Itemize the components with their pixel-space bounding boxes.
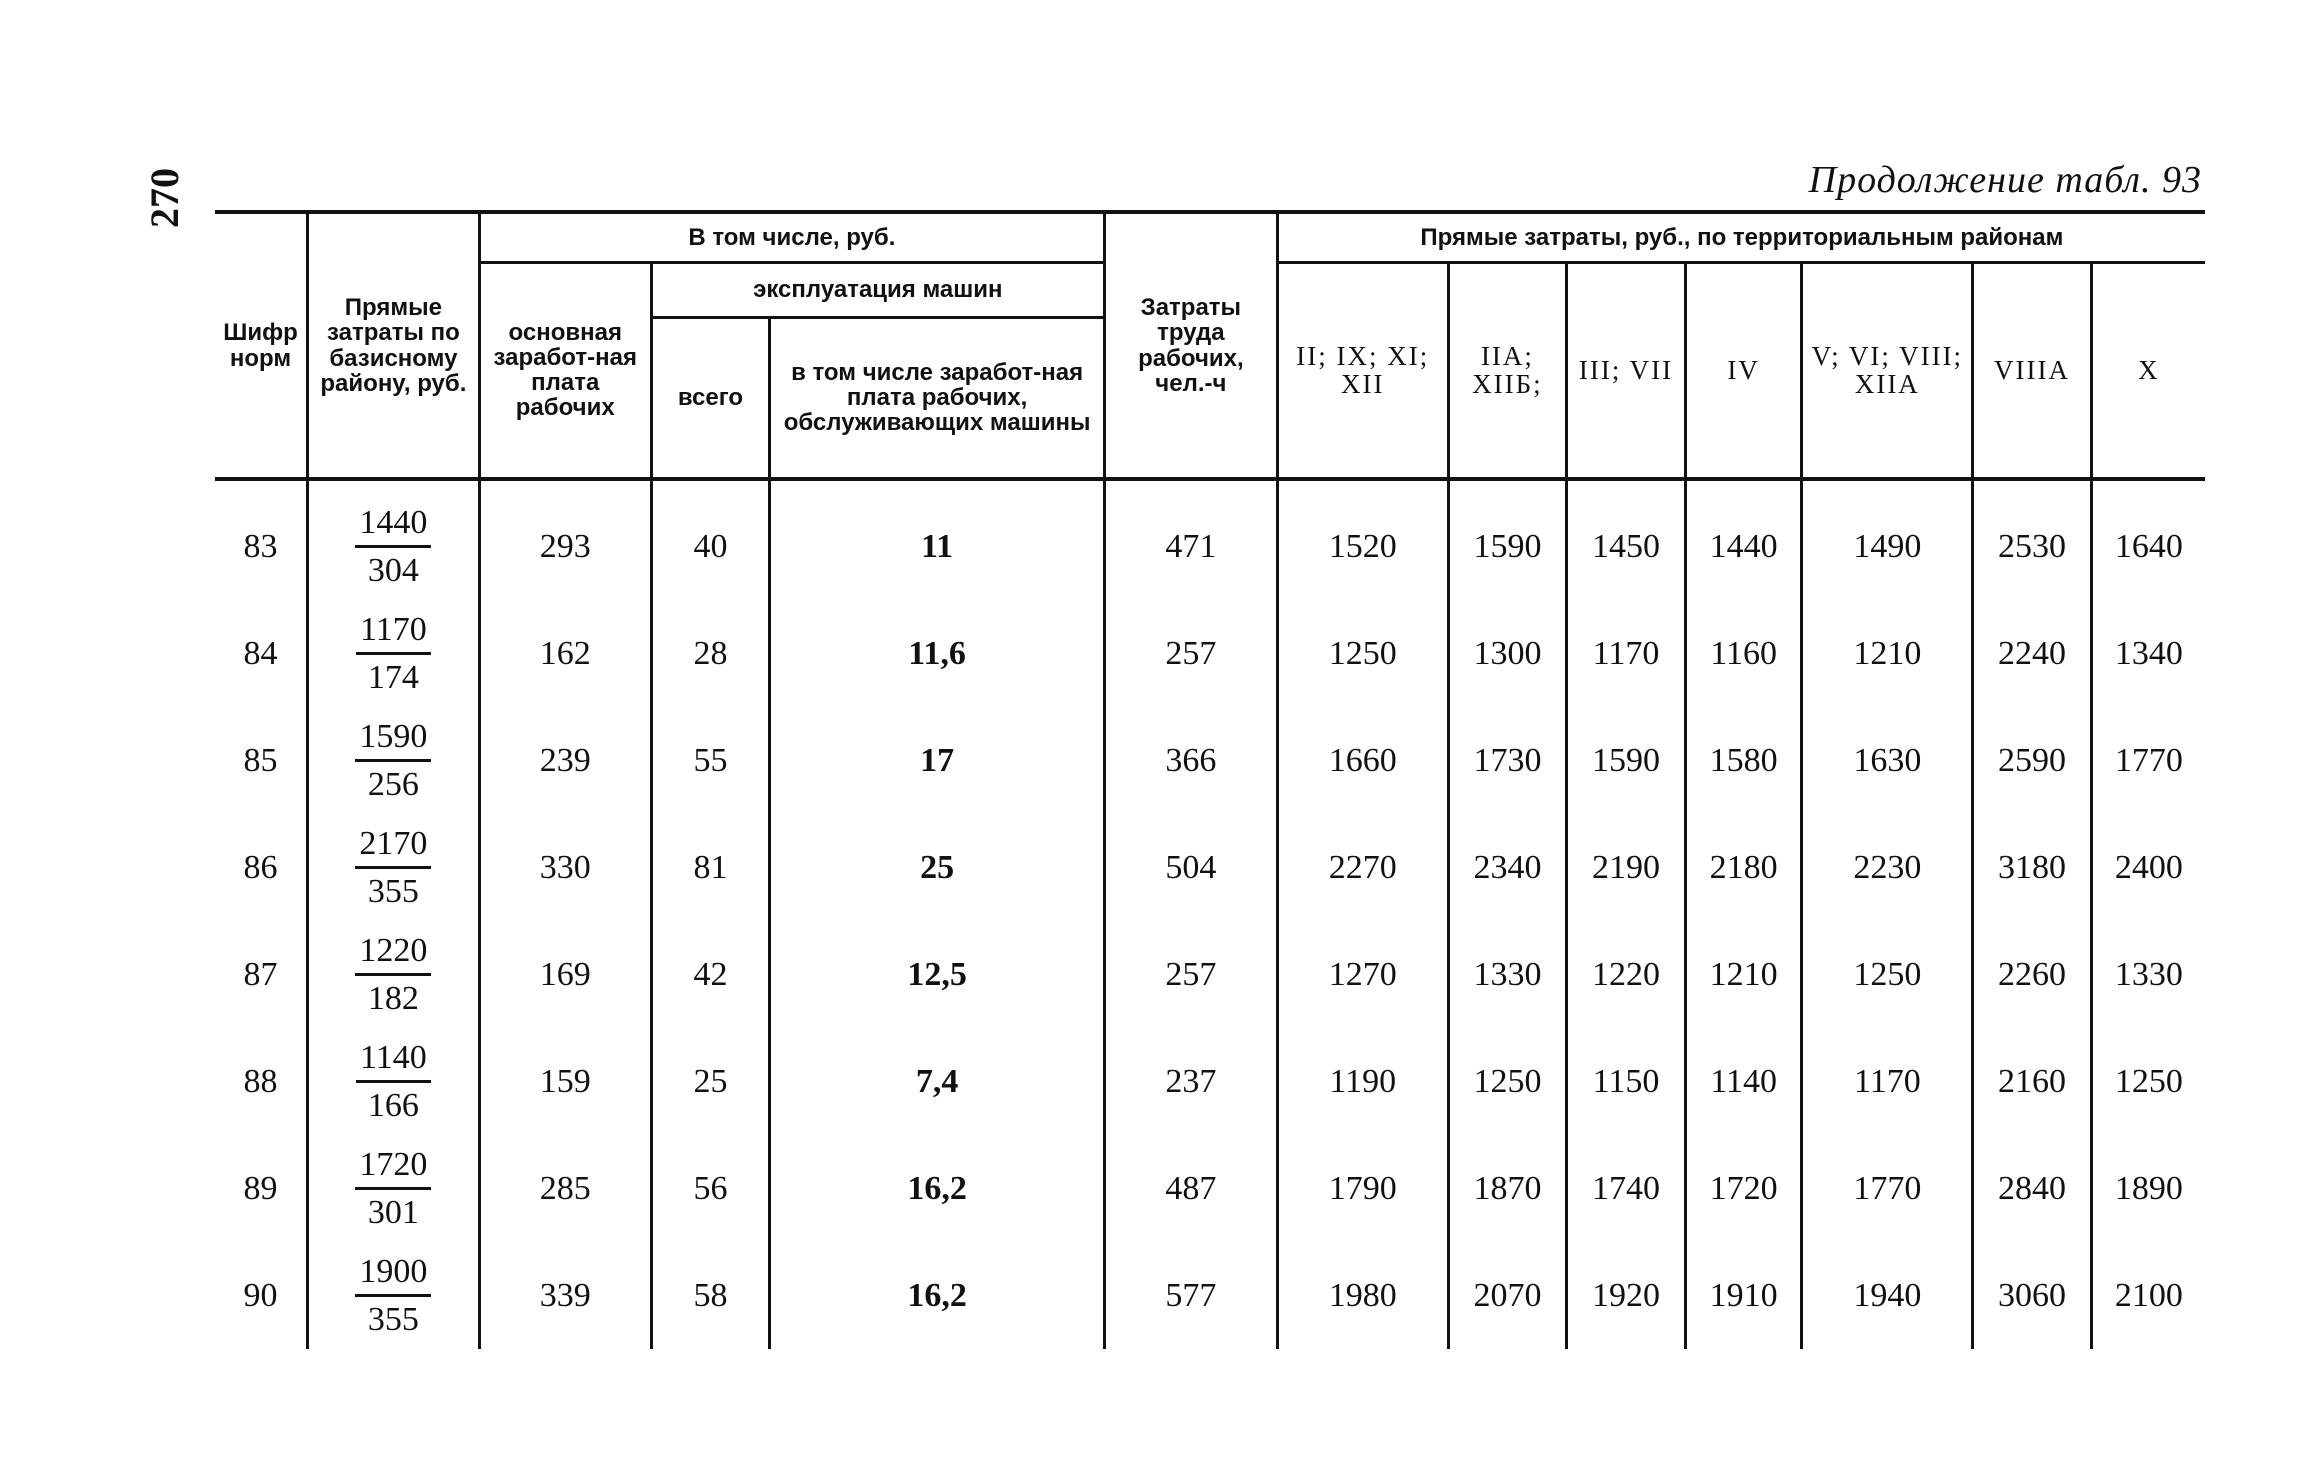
fraction [355,718,431,804]
cell-machines-total: 58 [651,1242,770,1349]
fraction-numerator: 2170 [355,825,431,869]
cell-region-2: 1330 [1448,921,1567,1028]
table-row [215,1028,2205,1135]
fraction-denominator: 304 [367,552,419,589]
cell-code: 83 [243,527,278,565]
cell-region-6: 2240 [1973,600,2092,707]
cell-labor: 504 [1104,814,1277,921]
cell-machines-total: 40 [651,479,770,600]
cell-labor: 237 [1104,1028,1277,1135]
cell-direct-base [307,707,479,814]
header-region-4: IV [1685,262,1802,479]
cell-code: 88 [243,1062,278,1100]
fraction-denominator: 166 [367,1087,419,1124]
cell-direct-base [307,1135,479,1242]
cell-machines-wages: 7,4 [770,1028,1105,1135]
header-machines-total: всего [651,317,770,479]
cell-region-2: 1590 [1448,479,1567,600]
cell-wages: 239 [479,707,651,814]
cell-region-6: 2590 [1973,707,2092,814]
header-region-6: VIIIA [1973,262,2092,479]
table-row [215,1135,2205,1242]
cell-machines-total: 42 [651,921,770,1028]
cell-region-3: 1220 [1567,921,1686,1028]
cell-region-4: 2180 [1685,814,1802,921]
cell-region-1: 1270 [1277,921,1448,1028]
cell-region-2: 1870 [1448,1135,1567,1242]
header-regions-group: Прямые затраты, руб., по территориальным районам [1277,212,2205,262]
fraction [355,1253,431,1339]
cell-labor: 257 [1104,921,1277,1028]
cell-machines-wages: 16,2 [770,1242,1105,1349]
header-machines-wages: в том числе заработ-ная плата рабочих, обслуживающих машины [770,317,1105,479]
cell-region-1: 2270 [1277,814,1448,921]
fraction-denominator: 182 [367,980,419,1017]
cell-wages: 159 [479,1028,651,1135]
norms-table [215,210,2205,1349]
cell-region-7: 1890 [2091,1135,2205,1242]
cell-region-1: 1790 [1277,1135,1448,1242]
cell-machines-total: 28 [651,600,770,707]
header-region-5: V; VI; VIII; XIIA [1802,262,1973,479]
cell-region-4: 1720 [1685,1135,1802,1242]
table-row [215,600,2205,707]
cell-region-3: 1150 [1567,1028,1686,1135]
cell-code: 90 [243,1276,278,1314]
header-region-1: II; IX; XI; XII [1277,262,1448,479]
cell-region-7: 2400 [2091,814,2205,921]
cell-region-5: 1940 [1802,1242,1973,1349]
fraction-denominator: 355 [367,1301,419,1338]
cell-direct-base [307,479,479,600]
cell-region-5: 1210 [1802,600,1973,707]
table-row [215,814,2205,921]
header-wages: основная заработ-ная плата рабочих [479,262,651,479]
header-region-7: X [2091,262,2205,479]
cell-region-7: 1640 [2091,479,2205,600]
cell-wages: 293 [479,479,651,600]
cell-region-7: 1330 [2091,921,2205,1028]
cell-region-1: 1190 [1277,1028,1448,1135]
table-row [215,1242,2205,1349]
cell-machines-wages: 11,6 [770,600,1105,707]
cell-machines-wages: 11 [770,479,1105,600]
cell-region-2: 2340 [1448,814,1567,921]
cell-region-6: 2530 [1973,479,2092,600]
cell-machines-wages: 17 [770,707,1105,814]
table-caption: Продолжение табл. 93 [1808,159,2202,201]
cell-region-5: 1630 [1802,707,1973,814]
header-region-2: IIA; XIIБ; [1448,262,1567,479]
cell-machines-wages: 25 [770,814,1105,921]
cell-region-6: 2160 [1973,1028,2092,1135]
fraction-numerator: 1440 [355,504,431,548]
cell-machines-total: 81 [651,814,770,921]
header-labor: Затраты труда рабочих, чел.-ч [1104,212,1277,479]
fraction-numerator: 1720 [355,1146,431,1190]
fraction-numerator: 1590 [355,718,431,762]
cell-machines-total: 56 [651,1135,770,1242]
cell-region-4: 1140 [1685,1028,1802,1135]
fraction-denominator: 355 [367,873,419,910]
cell-region-6: 2260 [1973,921,2092,1028]
cell-region-7: 1770 [2091,707,2205,814]
cell-region-5: 2230 [1802,814,1973,921]
fraction [356,611,431,697]
cell-region-3: 1450 [1567,479,1686,600]
cell-region-5: 1170 [1802,1028,1973,1135]
cell-region-3: 1740 [1567,1135,1686,1242]
page-number: 270 [142,168,187,228]
cell-code: 84 [243,634,278,672]
cell-labor: 366 [1104,707,1277,814]
cell-labor: 577 [1104,1242,1277,1349]
cell-region-1: 1250 [1277,600,1448,707]
cell-wages: 285 [479,1135,651,1242]
cell-region-4: 1580 [1685,707,1802,814]
cell-labor: 487 [1104,1135,1277,1242]
cell-region-3: 1590 [1567,707,1686,814]
cell-wages: 169 [479,921,651,1028]
cell-wages: 339 [479,1242,651,1349]
cell-region-3: 1920 [1567,1242,1686,1349]
cell-labor: 471 [1104,479,1277,600]
cell-direct-base [307,814,479,921]
cell-region-6: 3180 [1973,814,2092,921]
table-row [215,921,2205,1028]
cell-direct-base [307,600,479,707]
cell-machines-total: 25 [651,1028,770,1135]
cell-direct-base [307,921,479,1028]
cell-direct-base [307,1028,479,1135]
cell-region-3: 1170 [1567,600,1686,707]
cell-machines-wages: 12,5 [770,921,1105,1028]
cell-code: 87 [243,955,278,993]
cell-machines-total: 55 [651,707,770,814]
fraction [355,825,431,911]
header-region-3: III; VII [1567,262,1686,479]
cell-region-2: 1730 [1448,707,1567,814]
cell-region-4: 1910 [1685,1242,1802,1349]
header-machines-group: эксплуатация машин [651,262,1104,317]
cell-region-1: 1520 [1277,479,1448,600]
cell-region-7: 1340 [2091,600,2205,707]
table-row [215,707,2205,814]
cell-machines-wages: 16,2 [770,1135,1105,1242]
cell-region-6: 3060 [1973,1242,2092,1349]
fraction-numerator: 1900 [355,1253,431,1297]
cell-region-5: 1490 [1802,479,1973,600]
cell-region-3: 2190 [1567,814,1686,921]
cell-wages: 330 [479,814,651,921]
header-direct-base: Прямые затраты по базисному району, руб. [307,212,479,479]
fraction [356,1039,431,1125]
fraction [355,1146,431,1232]
header-including-group: В том числе, руб. [479,212,1104,262]
cell-region-5: 1770 [1802,1135,1973,1242]
cell-region-4: 1210 [1685,921,1802,1028]
cell-region-5: 1250 [1802,921,1973,1028]
fraction [355,932,431,1018]
cell-region-4: 1440 [1685,479,1802,600]
cell-region-1: 1980 [1277,1242,1448,1349]
fraction-numerator: 1140 [356,1039,431,1083]
cell-region-1: 1660 [1277,707,1448,814]
cell-code: 85 [243,741,278,779]
cell-direct-base [307,1242,479,1349]
cell-code: 89 [243,1169,278,1207]
table-row [215,479,2205,600]
fraction-denominator: 256 [367,766,419,803]
cell-region-4: 1160 [1685,600,1802,707]
cell-labor: 257 [1104,600,1277,707]
cell-wages: 162 [479,600,651,707]
fraction-numerator: 1220 [355,932,431,976]
fraction-denominator: 174 [367,659,419,696]
cell-region-6: 2840 [1973,1135,2092,1242]
fraction [355,504,431,590]
fraction-denominator: 301 [367,1194,419,1231]
fraction-numerator: 1170 [356,611,431,655]
header-code: Шифр норм [215,212,307,479]
cell-region-7: 2100 [2091,1242,2205,1349]
cell-region-2: 1300 [1448,600,1567,707]
cell-region-2: 2070 [1448,1242,1567,1349]
cell-code: 86 [243,848,278,886]
cell-region-2: 1250 [1448,1028,1567,1135]
cell-region-7: 1250 [2091,1028,2205,1135]
